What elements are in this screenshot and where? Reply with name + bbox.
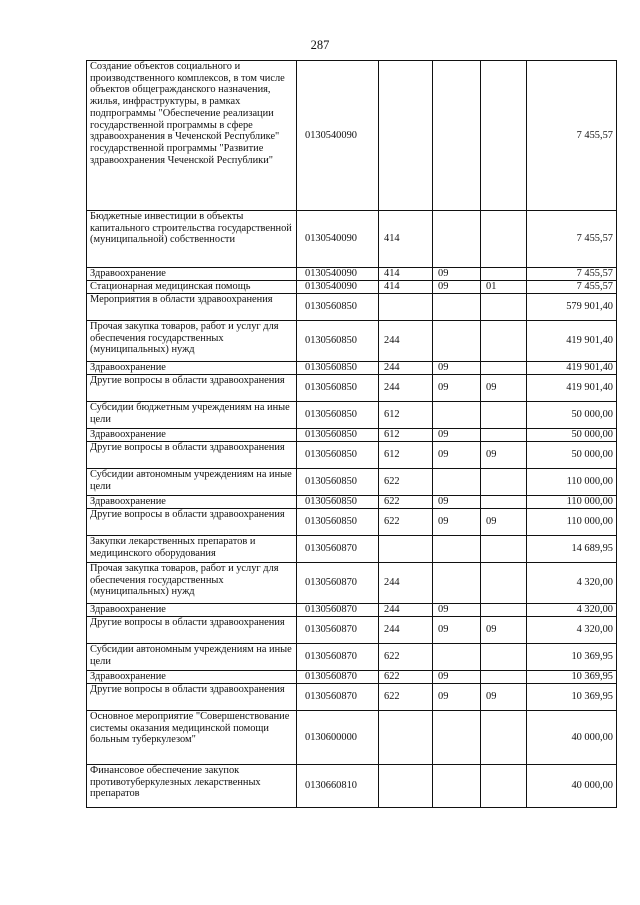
amount: 50 000,00: [527, 429, 617, 442]
section-code: 09: [433, 617, 481, 644]
amount: 10 369,95: [527, 644, 617, 671]
target-article-code: 0130560850: [297, 375, 379, 402]
section-code: [433, 469, 481, 496]
expense-type-code: [379, 536, 433, 563]
expense-type-code: 244: [379, 604, 433, 617]
amount: 7 455,57: [527, 61, 617, 211]
amount: 7 455,57: [527, 281, 617, 294]
expense-type-code: 244: [379, 617, 433, 644]
subsection-code: 09: [481, 617, 527, 644]
table-row: [87, 644, 617, 671]
amount: 110 000,00: [527, 469, 617, 496]
item-name: Прочая закупка товаров, работ и услуг для обеспечения государственных (муниципальных) нужд: [87, 563, 297, 604]
subsection-code: [481, 469, 527, 496]
item-name: Закупки лекарственных препаратов и медицинского оборудования: [87, 536, 297, 563]
budget-table: [86, 60, 617, 808]
section-code: [433, 644, 481, 671]
section-code: [433, 402, 481, 429]
amount: 419 901,40: [527, 321, 617, 362]
item-name: Здравоохранение: [87, 268, 297, 281]
target-article-code: 0130560870: [297, 684, 379, 711]
target-article-code: 0130600000: [297, 711, 379, 765]
page-number: 287: [310, 38, 330, 52]
section-code: 09: [433, 509, 481, 536]
expense-type-code: 622: [379, 671, 433, 684]
expense-type-code: 414: [379, 211, 433, 268]
expense-type-code: 622: [379, 644, 433, 671]
item-name: Бюджетные инвестиции в объекты капитального строительства государственной (муниципальной) собственности: [87, 211, 297, 268]
expense-type-code: 244: [379, 321, 433, 362]
section-code: [433, 765, 481, 808]
table-row: [87, 604, 617, 617]
target-article-code: 0130560850: [297, 294, 379, 321]
section-code: [433, 321, 481, 362]
item-name: Здравоохранение: [87, 496, 297, 509]
section-code: [433, 211, 481, 268]
table-row: [87, 684, 617, 711]
section-code: 09: [433, 671, 481, 684]
table-row: [87, 711, 617, 765]
amount: 110 000,00: [527, 496, 617, 509]
amount: 10 369,95: [527, 684, 617, 711]
expense-type-code: 414: [379, 281, 433, 294]
item-name: Стационарная медицинская помощь: [87, 281, 297, 294]
target-article-code: 0130560850: [297, 429, 379, 442]
target-article-code: 0130560850: [297, 509, 379, 536]
section-code: 09: [433, 429, 481, 442]
item-name: Здравоохранение: [87, 429, 297, 442]
subsection-code: 09: [481, 375, 527, 402]
table-row: [87, 294, 617, 321]
item-name: Субсидии автономным учреждениям на иные цели: [87, 644, 297, 671]
target-article-code: 0130560850: [297, 442, 379, 469]
target-article-code: 0130560850: [297, 496, 379, 509]
target-article-code: 0130560870: [297, 617, 379, 644]
section-code: 09: [433, 496, 481, 509]
section-code: [433, 536, 481, 563]
subsection-code: [481, 362, 527, 375]
expense-type-code: [379, 765, 433, 808]
amount: 40 000,00: [527, 711, 617, 765]
item-name: Другие вопросы в области здравоохранения: [87, 617, 297, 644]
table-row: [87, 563, 617, 604]
amount: 7 455,57: [527, 211, 617, 268]
table-row: [87, 469, 617, 496]
subsection-code: [481, 268, 527, 281]
subsection-code: [481, 294, 527, 321]
expense-type-code: [379, 711, 433, 765]
expense-type-code: 612: [379, 429, 433, 442]
subsection-code: [481, 496, 527, 509]
item-name: Мероприятия в области здравоохранения: [87, 294, 297, 321]
amount: 4 320,00: [527, 604, 617, 617]
table-row: [87, 496, 617, 509]
amount: 4 320,00: [527, 617, 617, 644]
table-row: [87, 281, 617, 294]
amount: 10 369,95: [527, 671, 617, 684]
subsection-code: [481, 321, 527, 362]
target-article-code: 0130560850: [297, 321, 379, 362]
section-code: [433, 711, 481, 765]
item-name: Здравоохранение: [87, 362, 297, 375]
target-article-code: 0130560850: [297, 402, 379, 429]
target-article-code: 0130560870: [297, 644, 379, 671]
subsection-code: 09: [481, 684, 527, 711]
subsection-code: [481, 671, 527, 684]
item-name: Здравоохранение: [87, 604, 297, 617]
amount: 14 689,95: [527, 536, 617, 563]
target-article-code: 0130560870: [297, 536, 379, 563]
subsection-code: 09: [481, 442, 527, 469]
target-article-code: 0130560870: [297, 563, 379, 604]
section-code: 09: [433, 268, 481, 281]
item-name: Основное мероприятие "Совершенствование системы оказания медицинской помощи больным туберкулезом": [87, 711, 297, 765]
table-row: [87, 617, 617, 644]
table-row: [87, 429, 617, 442]
amount: 50 000,00: [527, 402, 617, 429]
subsection-code: [481, 536, 527, 563]
subsection-code: [481, 211, 527, 268]
table-row: [87, 765, 617, 808]
amount: 579 901,40: [527, 294, 617, 321]
item-name: Другие вопросы в области здравоохранения: [87, 684, 297, 711]
target-article-code: 0130560850: [297, 362, 379, 375]
amount: 419 901,40: [527, 362, 617, 375]
section-code: 09: [433, 375, 481, 402]
item-name: Другие вопросы в области здравоохранения: [87, 509, 297, 536]
table-row: [87, 442, 617, 469]
expense-type-code: 244: [379, 362, 433, 375]
subsection-code: 09: [481, 509, 527, 536]
target-article-code: 0130560870: [297, 604, 379, 617]
section-code: [433, 61, 481, 211]
table-row: [87, 509, 617, 536]
subsection-code: [481, 563, 527, 604]
amount: 110 000,00: [527, 509, 617, 536]
expense-type-code: 622: [379, 509, 433, 536]
expense-type-code: 244: [379, 375, 433, 402]
target-article-code: 0130540090: [297, 211, 379, 268]
subsection-code: 01: [481, 281, 527, 294]
expense-type-code: 612: [379, 442, 433, 469]
subsection-code: [481, 604, 527, 617]
amount: 4 320,00: [527, 563, 617, 604]
item-name: Прочая закупка товаров, работ и услуг для обеспечения государственных (муниципальных) нужд: [87, 321, 297, 362]
target-article-code: 0130540090: [297, 268, 379, 281]
table-row: [87, 321, 617, 362]
item-name: Создание объектов социального и производственного комплексов, в том числе объектов общегражданского назначения, жилья, инфраструктуры, в рамках подпрограммы "Обеспечение реализации государственной программы в сфере здравоохранения в Чеченской Республике" государственной программы "Развитие здравоохранения Чеченской Республики": [87, 61, 297, 211]
expense-type-code: [379, 61, 433, 211]
target-article-code: 0130660810: [297, 765, 379, 808]
expense-type-code: [379, 294, 433, 321]
expense-type-code: 622: [379, 496, 433, 509]
target-article-code: 0130560850: [297, 469, 379, 496]
table-row: [87, 536, 617, 563]
section-code: [433, 563, 481, 604]
table-row: [87, 375, 617, 402]
section-code: 09: [433, 442, 481, 469]
section-code: [433, 294, 481, 321]
subsection-code: [481, 765, 527, 808]
subsection-code: [481, 402, 527, 429]
table-row: [87, 61, 617, 211]
subsection-code: [481, 429, 527, 442]
table-row: [87, 671, 617, 684]
amount: 7 455,57: [527, 268, 617, 281]
amount: 419 901,40: [527, 375, 617, 402]
table-row: [87, 362, 617, 375]
item-name: Другие вопросы в области здравоохранения: [87, 442, 297, 469]
subsection-code: [481, 711, 527, 765]
item-name: Финансовое обеспечение закупок противотуберкулезных лекарственных препаратов: [87, 765, 297, 808]
amount: 50 000,00: [527, 442, 617, 469]
amount: 40 000,00: [527, 765, 617, 808]
table-row: [87, 402, 617, 429]
subsection-code: [481, 644, 527, 671]
item-name: Здравоохранение: [87, 671, 297, 684]
target-article-code: 0130540090: [297, 61, 379, 211]
section-code: 09: [433, 604, 481, 617]
item-name: Субсидии бюджетным учреждениям на иные цели: [87, 402, 297, 429]
table-row: [87, 211, 617, 268]
item-name: Другие вопросы в области здравоохранения: [87, 375, 297, 402]
section-code: 09: [433, 362, 481, 375]
target-article-code: 0130540090: [297, 281, 379, 294]
subsection-code: [481, 61, 527, 211]
table-row: [87, 268, 617, 281]
expense-type-code: 414: [379, 268, 433, 281]
target-article-code: 0130560870: [297, 671, 379, 684]
section-code: 09: [433, 281, 481, 294]
expense-type-code: 622: [379, 684, 433, 711]
item-name: Субсидии автономным учреждениям на иные цели: [87, 469, 297, 496]
expense-type-code: 622: [379, 469, 433, 496]
expense-type-code: 612: [379, 402, 433, 429]
section-code: 09: [433, 684, 481, 711]
expense-type-code: 244: [379, 563, 433, 604]
